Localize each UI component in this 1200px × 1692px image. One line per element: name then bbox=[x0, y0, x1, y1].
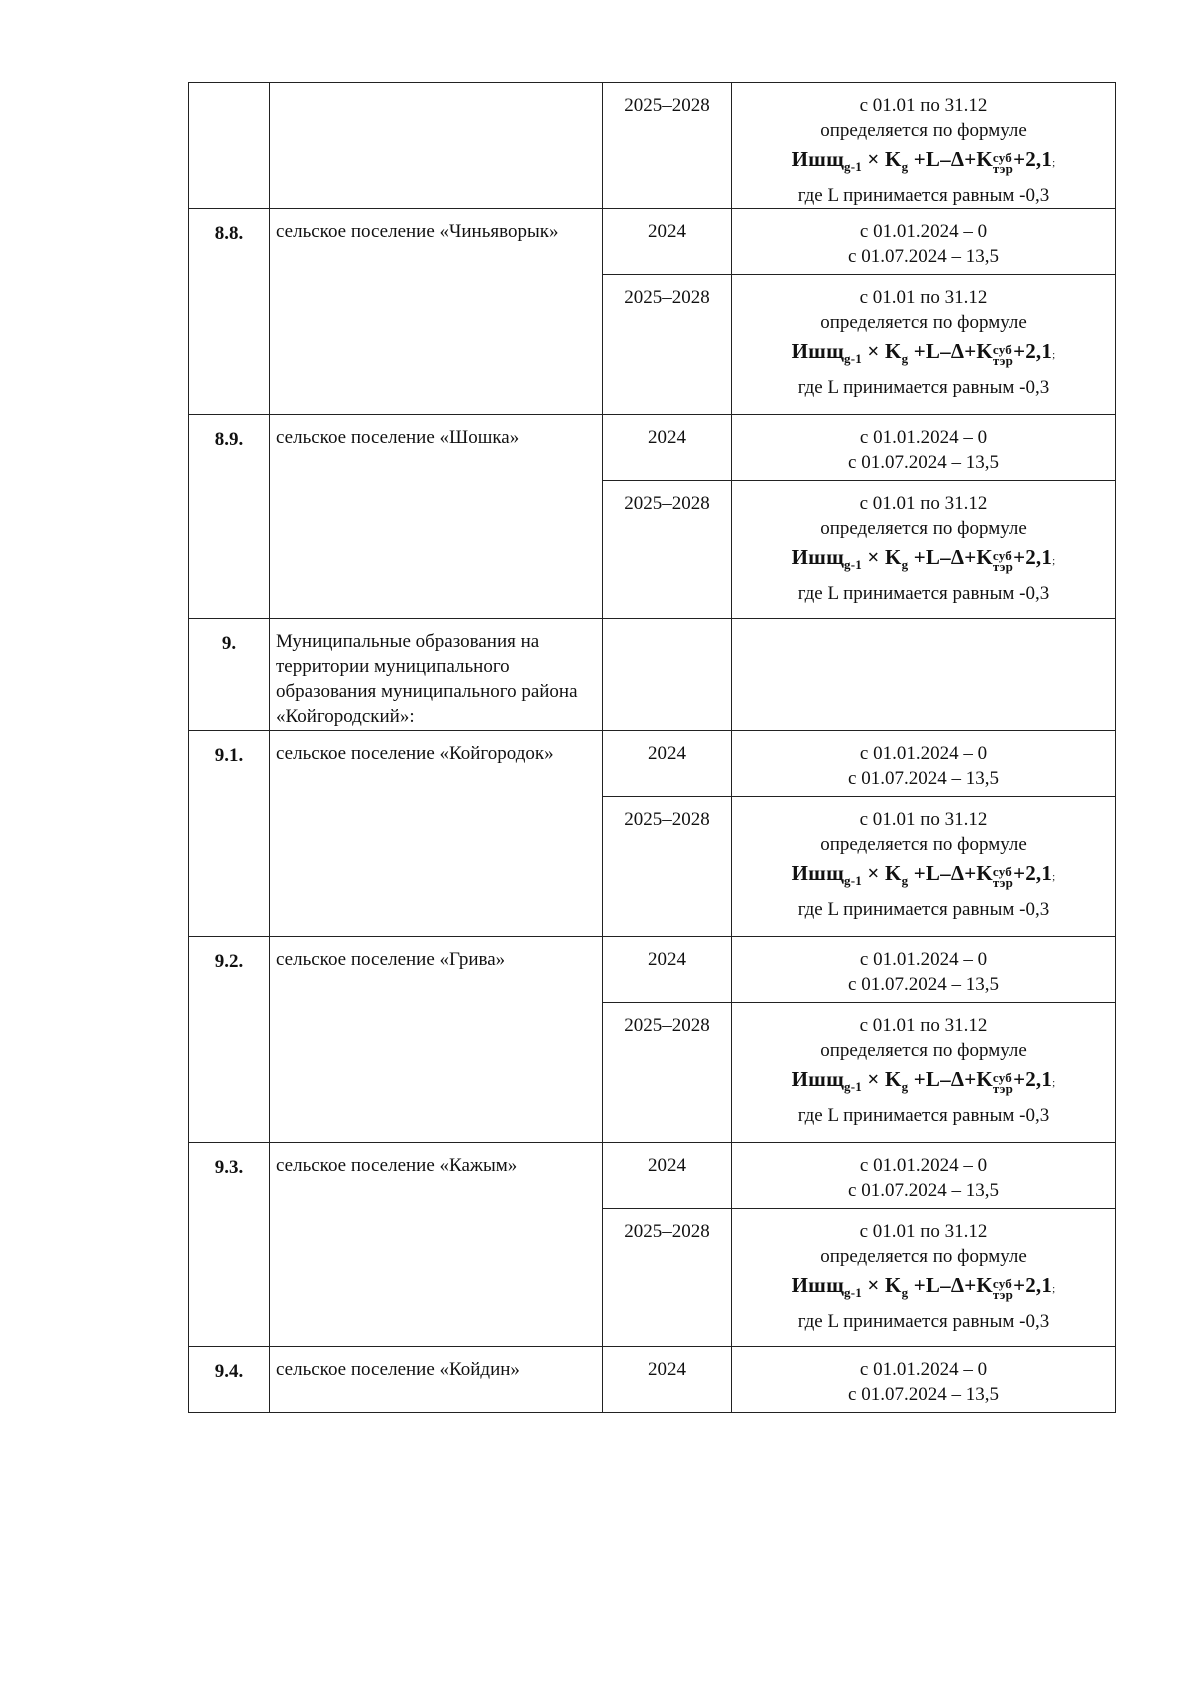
table-row bbox=[189, 937, 1116, 1003]
period-year: 2025–2028 bbox=[603, 1003, 732, 1143]
period-year: 2024 bbox=[603, 731, 732, 797]
value-cell bbox=[732, 619, 1116, 731]
period-value bbox=[732, 1209, 1116, 1347]
table-row bbox=[189, 83, 1116, 209]
formula-note: где L принимается равным -0,3 bbox=[797, 1105, 1050, 1127]
formula-note: где L принимается равным -0,3 bbox=[797, 185, 1050, 207]
period-value bbox=[732, 1143, 1116, 1209]
formula-note: где L принимается равным -0,3 bbox=[797, 377, 1050, 399]
value-line-2: с 01.07.2024 – 13,5 bbox=[848, 452, 999, 474]
item-number: 9.3. bbox=[189, 1143, 270, 1347]
formula: $Ишщ_{g-1} \times K_g +L-\Delta+K$ суб тэр +2,1; bbox=[791, 147, 1056, 176]
period-year: 2025–2028 bbox=[603, 797, 732, 937]
item-number: 9.4. bbox=[189, 1347, 270, 1413]
formula-note: где L принимается равным -0,3 bbox=[797, 1311, 1050, 1333]
value-line-2: определяется по формуле bbox=[820, 834, 1027, 856]
value-line-2: определяется по формуле bbox=[820, 518, 1027, 540]
table-row bbox=[189, 731, 1116, 797]
period-year: 2024 bbox=[603, 937, 732, 1003]
period-value bbox=[732, 275, 1116, 415]
period-year: 2025–2028 bbox=[603, 1209, 732, 1347]
period-year: 2024 bbox=[603, 415, 732, 481]
item-name: сельское поселение «Кажым» bbox=[270, 1143, 603, 1347]
value-line-1: с 01.01.2024 – 0 bbox=[859, 427, 988, 449]
item-name: Муниципальные образования на территории муниципального образования муниципального района «Койгородский»: bbox=[270, 619, 603, 731]
table-row bbox=[189, 1347, 1116, 1413]
period-value bbox=[732, 415, 1116, 481]
value-line-2: с 01.07.2024 – 13,5 bbox=[848, 974, 999, 996]
value-line-2: с 01.07.2024 – 13,5 bbox=[848, 1180, 999, 1202]
formula: $Ишщ_{g-1} \times K_g +L-\Delta+K$ суб тэр +2,1; bbox=[791, 861, 1056, 891]
value-line-1: с 01.01 по 31.12 bbox=[859, 287, 988, 309]
value-line-2: определяется по формуле bbox=[820, 312, 1027, 334]
period-value bbox=[732, 731, 1116, 797]
period-value bbox=[732, 481, 1116, 619]
value-line-2: с 01.07.2024 – 13,5 bbox=[848, 768, 999, 790]
value-line-1: с 01.01.2024 – 0 bbox=[859, 1155, 988, 1177]
item-name: сельское поселение «Грива» bbox=[270, 937, 603, 1143]
value-line-1: с 01.01 по 31.12 bbox=[859, 95, 988, 116]
item-number: 9.2. bbox=[189, 937, 270, 1143]
period-year: 2025–2028 bbox=[603, 83, 732, 209]
value-line-2: определяется по формуле bbox=[820, 120, 1027, 141]
tariff-table bbox=[188, 82, 1116, 1413]
value-line-1: с 01.01.2024 – 0 bbox=[859, 1359, 988, 1381]
item-name: сельское поселение «Койгородок» bbox=[270, 731, 603, 937]
period-year: 2025–2028 bbox=[603, 275, 732, 415]
table-row bbox=[189, 209, 1116, 275]
formula: $Ишщ_{g-1} \times K_g +L-\Delta+K$ суб тэр +2,1; bbox=[791, 1067, 1056, 1097]
value-line-1: с 01.01 по 31.12 bbox=[859, 809, 988, 831]
formula: $Ишщ_{g-1} \times K_g +L-\Delta+K$ суб тэр +2,1; bbox=[791, 339, 1056, 369]
period-year: 2024 bbox=[603, 1347, 732, 1413]
item-number: 9. bbox=[189, 619, 270, 731]
item-number: 8.9. bbox=[189, 415, 270, 619]
period-year: 2025–2028 bbox=[603, 481, 732, 619]
period-year: 2024 bbox=[603, 1143, 732, 1209]
value-line-1: с 01.01.2024 – 0 bbox=[859, 949, 988, 971]
table-body bbox=[189, 83, 1116, 1413]
value-line-1: с 01.01 по 31.12 bbox=[859, 1015, 988, 1037]
period-value bbox=[732, 797, 1116, 937]
item-name bbox=[270, 83, 603, 209]
formula-note: где L принимается равным -0,3 bbox=[797, 583, 1050, 605]
item-number: 8.8. bbox=[189, 209, 270, 415]
item-name: сельское поселение «Шошка» bbox=[270, 415, 603, 619]
item-number: 9.1. bbox=[189, 731, 270, 937]
period-value bbox=[732, 83, 1116, 209]
table-row bbox=[189, 1143, 1116, 1209]
year-cell bbox=[603, 619, 732, 731]
value-line-2: с 01.07.2024 – 13,5 bbox=[848, 246, 999, 268]
period-value bbox=[732, 937, 1116, 1003]
value-line-2: определяется по формуле bbox=[820, 1246, 1027, 1268]
period-value bbox=[732, 1003, 1116, 1143]
value-line-1: с 01.01 по 31.12 bbox=[859, 493, 988, 515]
period-value bbox=[732, 1347, 1116, 1413]
item-name: сельское поселение «Чиньяворык» bbox=[270, 209, 603, 415]
table-row bbox=[189, 415, 1116, 481]
table-row bbox=[189, 619, 1116, 731]
item-name: сельское поселение «Койдин» bbox=[270, 1347, 603, 1413]
value-line-1: с 01.01 по 31.12 bbox=[859, 1221, 988, 1243]
item-number bbox=[189, 83, 270, 209]
formula: $Ишщ_{g-1} \times K_g +L-\Delta+K$ суб тэр +2,1; bbox=[791, 545, 1056, 575]
value-line-1: с 01.01.2024 – 0 bbox=[859, 743, 988, 765]
period-value bbox=[732, 209, 1116, 275]
formula: $Ишщ_{g-1} \times K_g +L-\Delta+K$ суб тэр +2,1; bbox=[791, 1273, 1056, 1303]
value-line-2: с 01.07.2024 – 13,5 bbox=[848, 1384, 999, 1406]
formula-note: где L принимается равным -0,3 bbox=[797, 899, 1050, 921]
period-year: 2024 bbox=[603, 209, 732, 275]
value-line-2: определяется по формуле bbox=[820, 1040, 1027, 1062]
value-line-1: с 01.01.2024 – 0 bbox=[859, 221, 988, 243]
